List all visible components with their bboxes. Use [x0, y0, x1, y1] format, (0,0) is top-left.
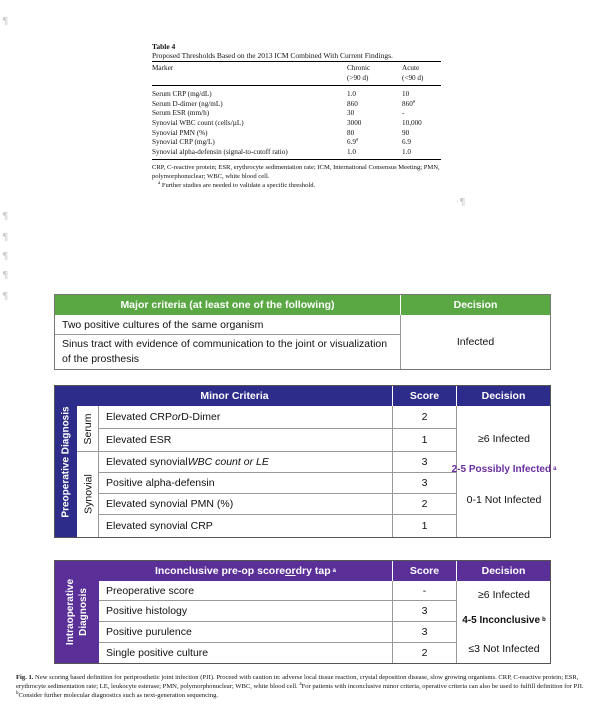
table-row	[152, 148, 441, 158]
decision-possibly-infected: 2-5 Possibly Infected a	[451, 463, 557, 475]
header-acute: Acute (<90 d)	[402, 64, 424, 82]
table-label: Table 4	[152, 42, 176, 51]
table-row	[152, 129, 441, 139]
table-caption: Proposed Thresholds Based on the 2013 ICM Combined With Current Findings.	[152, 51, 441, 62]
intraoperative-criterion-row: Positive purulence	[99, 622, 392, 643]
footnote-a: $^a$ Further studies are needed to validate a specific threshold.	[158, 181, 316, 190]
minor-criterion-row: Positive alpha-defensin	[99, 473, 392, 494]
intraoperative-side-bar	[55, 561, 99, 663]
table-row	[152, 138, 441, 148]
cell-acute: -	[402, 109, 405, 118]
cell-chronic: 80	[347, 128, 355, 137]
table-header-row	[152, 62, 441, 86]
intraoperative-criterion-row: Single positive culture	[106, 647, 209, 659]
header-chronic: Chronic (>90 d)	[347, 64, 371, 82]
cell-chronic: 860	[347, 99, 358, 108]
pilcrow-mark: ¶	[2, 211, 9, 222]
table-body	[152, 86, 441, 160]
table-4	[152, 42, 441, 190]
cell-marker: Synovial CRP (mg/L)	[152, 138, 215, 147]
major-criteria-header: Major criteria (at least one of the following)	[55, 295, 401, 315]
cell-acute: 10,000	[402, 118, 422, 127]
cell-marker: Serum D-dimer (ng/mL)	[152, 99, 223, 108]
major-criterion-row: Sinus tract with evidence of communication to the joint or visualization of the prosthesis	[55, 335, 401, 369]
cell-acute: 10	[402, 90, 410, 99]
score-cell: 3	[392, 452, 456, 473]
cell-marker: Synovial WBC count (cells/µL)	[152, 118, 244, 127]
intraoperative-diagnosis-label: Intraoperative Diagnosis	[65, 578, 89, 646]
decision-not-infected: ≤3 Not Infected	[468, 643, 540, 655]
decision-header: Decision	[401, 295, 550, 315]
cell-marker: Synovial alpha-defensin (signal-to-cutoff ratio)	[152, 147, 288, 156]
score-header: Score	[392, 386, 456, 406]
intraoperative-criterion-row: Positive histology	[99, 601, 392, 622]
cell-chronic: 30	[347, 109, 355, 118]
score-cell: -	[392, 581, 456, 601]
score-cell: 2	[392, 643, 456, 663]
decision-infected: ≥6 Infected	[478, 433, 530, 445]
pilcrow-mark: ¶	[2, 232, 9, 243]
decision-infected: ≥6 Infected	[478, 589, 530, 601]
minor-criteria-header: Minor Criteria	[77, 386, 392, 406]
intraoperative-table	[54, 560, 551, 664]
score-header: Score	[392, 561, 456, 581]
intraoperative-criterion-row: Preoperative score	[99, 581, 392, 601]
synovial-group	[77, 452, 99, 537]
score-cell: 2	[392, 406, 456, 429]
minor-criterion-row: Elevated synovial CRP	[106, 520, 213, 532]
cell-chronic: 1.0	[347, 147, 356, 156]
decision-header: Decision	[456, 561, 550, 581]
cell-chronic: 3000	[347, 118, 362, 127]
pilcrow-mark: ¶	[2, 16, 9, 27]
cell-marker: Synovial PMN (%)	[152, 128, 208, 137]
pilcrow-mark: ¶	[2, 270, 9, 281]
figure-caption: Fig. 1. New scoring based definition for periprosthetic joint infection (PJI). Proceed with caution in: adverse local tissue reaction, crystal deposition disease, slow growing organisms. CRP, C-reactive protein; ESR, erythrocyte sedimentation rate; LE, leukocyte esterase; PMN, polymorphonuclear; WBC, white blood cell. $^a$For patients with inconclusive minor criteria, operative criteria can also be used to fulfill definition for PJI. $^b$Consider further molecular diagnostics such as next-generation sequencing.	[16, 674, 584, 699]
cell-marker: Serum ESR (mm/h)	[152, 109, 210, 118]
intraoperative-header: Inconclusive pre-op score or dry tap a	[99, 561, 392, 581]
minor-criteria-table	[54, 385, 557, 538]
score-cell: 2	[392, 494, 456, 515]
pilcrow-mark: ·¶	[456, 197, 466, 208]
minor-criterion-row: Elevated synovial PMN (%)	[99, 494, 392, 515]
table-row	[152, 100, 441, 110]
serum-group	[77, 406, 99, 452]
score-cell: 1	[392, 515, 456, 537]
header-marker: Marker	[152, 64, 174, 72]
preoperative-side-bar	[55, 386, 77, 537]
cell-chronic: 6.9$^a$	[347, 137, 359, 147]
major-criteria-table	[54, 294, 551, 370]
table-footnotes	[152, 163, 441, 190]
minor-criterion-row: Elevated synovial WBC count or LE	[99, 452, 392, 473]
table-row	[152, 119, 441, 129]
cell-acute: 860$^a$	[402, 99, 416, 108]
cell-acute: 1.0	[402, 147, 411, 156]
preoperative-diagnosis-label: Preoperative Diagnosis	[60, 406, 71, 518]
footnote-abbreviations: CRP, C-reactive protein; ESR, erythrocyte sedimentation rate; ICM, International Consensus Meeting; PMN, polymorphonuclear; WBC, white blood cell.	[152, 164, 440, 181]
table-row	[152, 90, 441, 100]
decision-inconclusive: 4-5 Inconclusive b	[462, 614, 546, 626]
minor-criterion-row: Elevated ESR	[99, 429, 392, 452]
table-row	[152, 109, 441, 119]
score-cell: 3	[392, 622, 456, 643]
score-cell: 3	[392, 601, 456, 622]
cell-marker: Serum CRP (mg/dL)	[152, 90, 212, 99]
minor-decision-cell	[451, 406, 557, 537]
decision-not-infected: 0-1 Not Infected	[466, 494, 542, 506]
cell-acute: 90	[402, 128, 410, 137]
cell-chronic: 1.0	[347, 90, 356, 99]
minor-criterion-row: Elevated CRP or D-Dimer	[99, 406, 392, 429]
major-criterion-row: Two positive cultures of the same organism	[55, 315, 401, 335]
score-cell: 3	[392, 473, 456, 494]
score-cell: 1	[392, 429, 456, 452]
cell-acute: 6.9	[402, 138, 411, 147]
major-decision: Infected	[456, 336, 495, 348]
decision-header: Decision	[456, 386, 550, 406]
intraoperative-decision-cell	[456, 581, 550, 663]
pilcrow-mark: ¶	[2, 251, 9, 262]
synovial-label: Synovial	[82, 474, 95, 514]
figure-label: Fig. 1.	[16, 674, 34, 681]
pilcrow-mark: ¶	[2, 291, 9, 302]
serum-label: Serum	[82, 413, 94, 445]
